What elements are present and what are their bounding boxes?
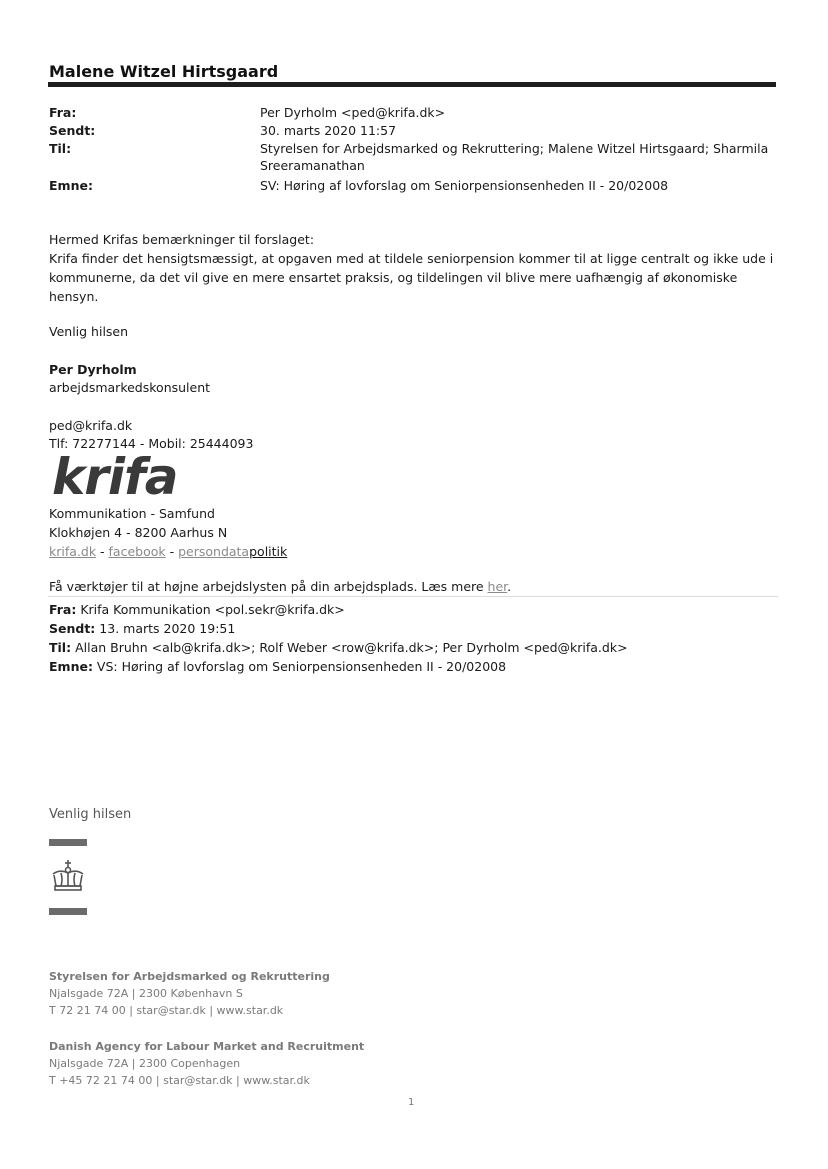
fwd-to-label: Til: <box>49 640 72 655</box>
header-to-value: Styrelsen for Arbejdsmarked og Rekruttering; Malene Witzel Hirtsgaard; Sharmila Sreeramanathan <box>260 141 769 173</box>
promo-suffix: . <box>507 579 512 594</box>
body-greeting: Venlig hilsen <box>49 324 129 339</box>
link-separator: - <box>96 544 109 559</box>
fwd-sent <box>49 619 789 638</box>
agency-dk-contact: T 72 21 74 00 | star@star.dk | www.star.dk <box>49 1004 284 1017</box>
divider <box>48 596 778 597</box>
header-sent-value: 30. marts 2020 11:57 <box>260 123 397 138</box>
header-to-label: Til: <box>49 141 72 156</box>
agency-en-name: Danish Agency for Labour Market and Recruitment <box>49 1040 365 1053</box>
fwd-to-value: Allan Bruhn <alb@krifa.dk>; Rolf Weber <row@krifa.dk>; Per Dyrholm <ped@krifa.dk> <box>71 640 628 655</box>
signature-links <box>49 542 779 561</box>
privacy-link-b[interactable]: politik <box>249 544 288 559</box>
fwd-subject <box>49 657 789 676</box>
agency-greeting: Venlig hilsen <box>49 807 132 822</box>
fwd-sent-label: Sendt: <box>49 621 96 636</box>
fwd-sent-value: 13. marts 2020 19:51 <box>95 621 236 636</box>
header-from-label: Fra: <box>49 105 77 120</box>
agency-en-contact: T +45 72 21 74 00 | star@star.dk | www.star.dk <box>49 1074 310 1087</box>
promo-link[interactable]: her <box>487 579 508 594</box>
agency-en <box>49 1038 364 1089</box>
mailbox-owner: Malene Witzel Hirtsgaard <box>49 62 279 81</box>
header-sent-label: Sendt: <box>49 123 96 138</box>
header-subject-label: Emne: <box>49 178 93 193</box>
fwd-from <box>49 600 789 619</box>
agency-en-address: Njalsgade 72A | 2300 Copenhagen <box>49 1057 241 1070</box>
fwd-from-label: Fra: <box>49 602 77 617</box>
agency-dk-name: Styrelsen for Arbejdsmarked og Rekruttering <box>49 970 330 983</box>
signature-name: Per Dyrholm <box>49 362 137 377</box>
krifa-logo: krifa <box>52 448 178 506</box>
promo-text: Få værktøjer til at højne arbejdslysten på din arbejdsplads. Læs mere <box>49 579 488 594</box>
facebook-link[interactable]: facebook <box>108 544 166 559</box>
signature-address: Klokhøjen 4 - 8200 Aarhus N <box>49 525 228 540</box>
body-paragraph: Krifa finder det hensigtsmæssigt, at opgaven med at tildele seniorpension kommer til at ligge centralt og ikke ude i kommunerne, da det vil give en mere ensartet praksis, og tildelingen vil blive mere uafhængig af økonomiske hensyn. <box>49 251 774 304</box>
fwd-subject-label: Emne: <box>49 659 93 674</box>
crown-icon <box>47 858 89 898</box>
agency-dk <box>49 968 330 1019</box>
logo-bar-top <box>49 839 87 846</box>
signature-title: arbejdsmarkedskonsulent <box>49 380 211 395</box>
agency-dk-address: Njalsgade 72A | 2300 København S <box>49 987 243 1000</box>
header-subject-value: SV: Høring af lovforslag om Seniorpensionsenheden II - 20/02008 <box>260 178 669 193</box>
krifa-site-link[interactable]: krifa.dk <box>49 544 97 559</box>
privacy-link[interactable]: persondata <box>178 544 250 559</box>
signature-email[interactable]: ped@krifa.dk <box>49 418 133 433</box>
page-number: 1 <box>408 1097 415 1108</box>
signature-dept: Kommunikation - Samfund <box>49 506 215 521</box>
fwd-from-value: Krifa Kommunikation <pol.sekr@krifa.dk> <box>76 602 345 617</box>
fwd-subject-value: VS: Høring af lovforslag om Seniorpensionsenheden II - 20/02008 <box>92 659 507 674</box>
logo-bar-bottom <box>49 908 87 915</box>
signature-phone: Tlf: 72277144 - Mobil: 25444093 <box>49 436 254 451</box>
fwd-to <box>49 638 789 657</box>
body-intro: Hermed Krifas bemærkninger til forslaget: <box>49 232 315 247</box>
link-separator: - <box>165 544 179 559</box>
header-rule <box>48 82 776 87</box>
header-from-value: Per Dyrholm <ped@krifa.dk> <box>260 105 446 120</box>
promo-line <box>49 577 779 596</box>
